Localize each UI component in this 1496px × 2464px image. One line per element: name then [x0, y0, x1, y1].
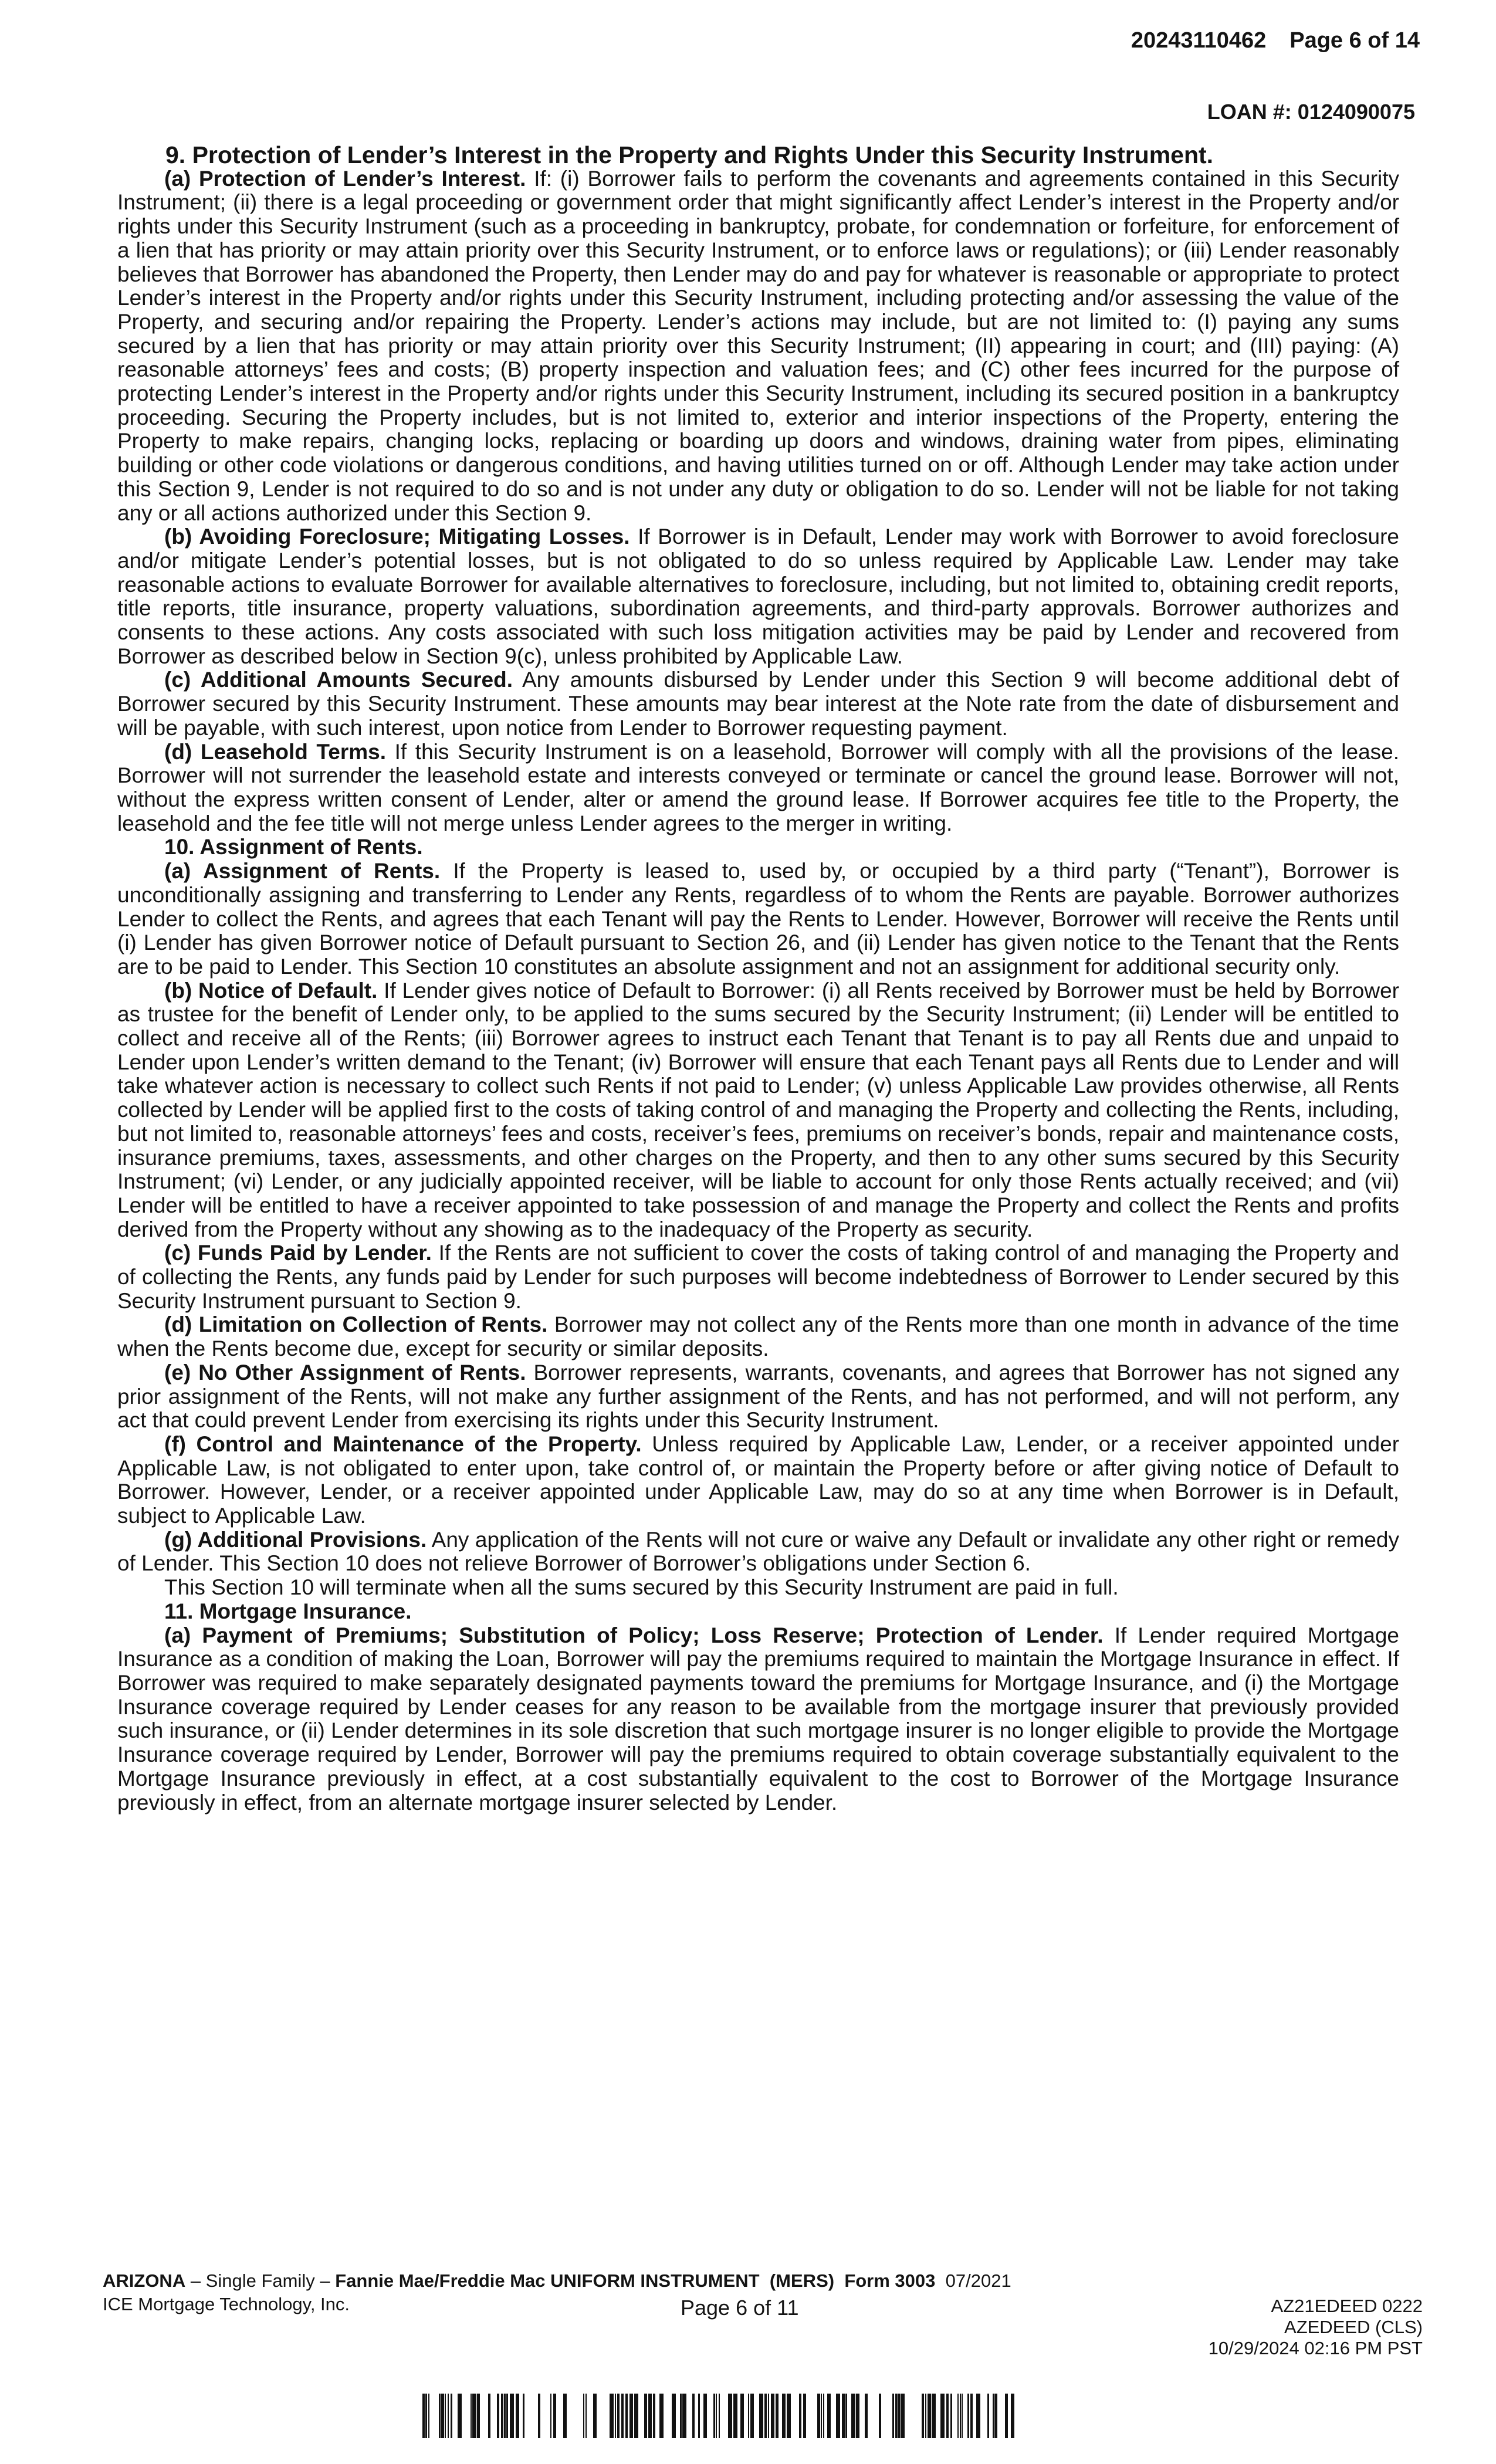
barcode-bar — [925, 2394, 926, 2438]
barcode-bar — [764, 2394, 767, 2438]
barcode-bar — [425, 2394, 427, 2438]
footer-page-number: Page 6 of 11 — [681, 2296, 799, 2320]
barcode-bar — [593, 2394, 597, 2438]
barcode-bar — [901, 2394, 905, 2438]
footer-codes — [1209, 2296, 1423, 2359]
section-10d-paragraph — [117, 1313, 1399, 1360]
section-10e-text: Borrower represents, warrants, covenants, and agrees that Borrower has not signed any prior assignment of the Rents, will not make any further assignment of the Rents, and has not performed, and will not perform, any act that could prevent Lender from exercising its rights under this Security Instrument. — [117, 1360, 1399, 1433]
barcode-bar — [501, 2394, 503, 2438]
barcode-bar — [759, 2394, 763, 2438]
document-number: 20243110462 — [1131, 28, 1267, 53]
section-9b-text: If Borrower is in Default, Lender may work with Borrower to avoid foreclosure and/or mitigate Lender’s potential losses, but is not obligated to do so unless required by Applicable Law. Lender may take reasonable actions to evaluate Borrower for available alternatives to foreclosure, including, but not limited to, obtaining credit reports, title reports, title insurance, property valuations, subordination agreements, and third-party approvals. Borrower authorizes and consents to these actions. Any costs associated with such loss mitigation activities may be paid by Lender and recovered from Borrower as described below in Section 9(c), unless prohibited by Applicable Law. — [117, 524, 1400, 668]
barcode-bar — [448, 2394, 449, 2438]
barcode-bar — [445, 2394, 446, 2438]
barcode-bar — [733, 2394, 737, 2438]
section-10c-text: If the Rents are not sufficient to cover the costs of taking control of and managing the Property and of collecting the Rents, any funds paid by Lender for such purposes will become indebtedness of Borrower to Lender secured by this Security Instrument pursuant to Section 9. — [117, 1241, 1400, 1313]
section-9b-paragraph — [117, 525, 1399, 668]
barcode-bar — [703, 2394, 707, 2438]
barcode-bar — [962, 2394, 963, 2438]
barcode-bar — [615, 2394, 616, 2438]
barcode-bar — [428, 2394, 429, 2438]
barcode-bar — [653, 2394, 655, 2438]
section-10b-title: (b) Notice of Default. — [164, 978, 378, 1003]
section-9d-paragraph — [117, 740, 1399, 836]
footer-state: ARIZONA — [103, 2270, 186, 2291]
barcode-bar — [922, 2394, 924, 2438]
barcode-bar — [771, 2394, 774, 2438]
barcode-bar — [583, 2394, 584, 2438]
recording-page-label: Page 6 of 14 — [1289, 28, 1420, 53]
section-10g-title: (g) Additional Provisions. — [164, 1527, 427, 1552]
section-9a-title: (a) Protection of Lender’s Interest. — [164, 166, 526, 191]
barcode-bar — [451, 2394, 452, 2438]
section-10d-title: (d) Limitation on Collection of Rents. — [164, 1312, 548, 1337]
footer-mers: (MERS) — [769, 2270, 835, 2291]
barcode-bar — [782, 2394, 786, 2438]
section-10b-text: If Lender gives notice of Default to Borrower: (i) all Rents received by Borrower must be held by Borrower as trustee for the benefit of Lender only, to be applied to the sums secured by the Security Instrument; (ii) Lender will be entitled to collect and receive all of the Rents; (iii) Borrower agrees to instruct each Tenant that Tenant is to pay all Rents due and unpaid to Lender upon Lender’s written demand to the Tenant; (iv) Borrower will ensure that each Tenant pays all Rents due to Lender and will take whatever action is necessary to collect such Rents if not paid to Lender; (v) unless Applicable Law provides otherwise, all Rents collected by Lender will be applied first to the costs of taking control of and managing the Property and collecting the Rents, including, but not limited to, reasonable attorneys’ fees and costs, receiver’s fees, premiums on receiver’s bonds, repair and maintenance costs, insurance premiums, taxes, assessments, and other charges on the Property, and then to any other sums secured by this Security Instrument; (vi) Lender, or any judicially appointed receiver, will be liable to account for only those Rents actually received; and (vii) Lender will be entitled to have a receiver appointed to take possession of and manage the Property and collect the Rents and profits derived from the Property without any showing as to the inadequacy of the Property as security. — [117, 978, 1399, 1241]
barcode-bar — [842, 2394, 845, 2438]
barcode-bar — [987, 2394, 989, 2438]
section-9c-text: Any amounts disbursed by Lender under this Section 9 will become additional debt of Borrower secured by this Security Instrument. These amounts may bear interest at the Note rate from the date of disbursement and will be payable, with such interest, upon notice from Lender to Borrower requesting payment. — [117, 668, 1400, 740]
section-10b-paragraph — [117, 979, 1399, 1242]
section-10e-paragraph — [117, 1361, 1399, 1433]
section-10c-paragraph — [117, 1241, 1399, 1313]
section-10f-title: (f) Control and Maintenance of the Property. — [164, 1431, 642, 1456]
barcode-bar — [817, 2394, 820, 2438]
barcode-bar — [821, 2394, 822, 2438]
barcode-bar — [970, 2394, 973, 2438]
barcode-bar — [610, 2394, 614, 2438]
barcode-bar — [644, 2394, 647, 2438]
barcode-bar — [836, 2394, 840, 2438]
barcode-bar — [879, 2394, 881, 2438]
section-11a-text: If Lender required Mortgage Insurance as a condition of making the Loan, Borrower will pay the premiums required to maintain the Mortgage Insurance in effect. If Borrower was required to make separately designated payments toward the premiums for Mortgage Insurance, and (i) the Mortgage Insurance coverage required by Lender ceases for any reason to be available from the mortgage insurer that previously provided such insurance, or (ii) Lender determines in its sole discretion that such mortgage insurer is no longer eligible to provide the Mortgage Insurance coverage required by Lender, Borrower will pay the premiums required to obtain coverage substantially equivalent to the Mortgage Insurance previously in effect, at a cost substantially equivalent to the cost to Borrower of the Mortgage Insurance previously in effect, from an alternate mortgage insurer selected by Lender. — [117, 1623, 1400, 1815]
barcode-bar — [441, 2394, 444, 2438]
barcode-bar — [928, 2394, 931, 2438]
barcode-bar — [950, 2394, 952, 2438]
barcode-bar — [946, 2394, 949, 2438]
barcode-bar — [719, 2394, 720, 2438]
section-10g-text: Any application of the Rents will not cure or waive any Default or invalidate any other right or remedy of Lender. This Section 10 does not relieve Borrower of Borrower’s obligations under Section 6. — [117, 1527, 1399, 1576]
barcode-bar — [957, 2394, 959, 2438]
barcode-bar — [787, 2394, 791, 2438]
section-10f-paragraph — [117, 1433, 1399, 1528]
barcode-bar — [523, 2394, 524, 2438]
barcode-bar — [827, 2394, 831, 2438]
section-10c-title: (c) Funds Paid by Lender. — [164, 1241, 432, 1265]
barcode-bar — [422, 2394, 425, 2438]
section-10e-title: (e) No Other Assignment of Rents. — [164, 1360, 526, 1385]
section-11-heading: 11. Mortgage Insurance. — [164, 1599, 412, 1623]
barcode-bar — [940, 2394, 945, 2438]
barcode-bar — [856, 2394, 859, 2438]
barcode-bar — [1011, 2394, 1014, 2438]
barcode-bar — [477, 2394, 480, 2438]
barcode-bar — [634, 2394, 638, 2438]
barcode-bar — [621, 2394, 624, 2438]
barcode-bar — [648, 2394, 652, 2438]
barcode-bar — [976, 2394, 980, 2438]
section-9a-paragraph — [117, 167, 1399, 526]
footer-vendor: ICE Mortgage Technology, Inc. — [103, 2294, 350, 2314]
barcode-bar — [563, 2394, 567, 2438]
barcode-bar — [748, 2394, 749, 2438]
barcode-bar — [472, 2394, 476, 2438]
footer-program: Fannie Mae/Freddie Mac UNIFORM INSTRUMENT — [335, 2270, 760, 2291]
section-10g-paragraph — [117, 1528, 1399, 1576]
section-10a-paragraph — [117, 859, 1399, 979]
barcode-bar — [776, 2394, 779, 2438]
barcode-bar — [895, 2394, 898, 2438]
barcode-bar — [845, 2394, 847, 2438]
barcode-bar — [553, 2394, 556, 2438]
form-identification — [103, 2270, 1011, 2292]
barcode-bar — [659, 2394, 664, 2438]
barcode-bar — [617, 2394, 620, 2438]
section-10a-text: If the Property is leased to, used by, or occupied by a third party (“Tenant”), Borrower is unconditionally assigning and transferring to Lender any Rents, regardless of to whom the Rents are payable. Borrower authorizes Lender to collect the Rents, and agrees that each Tenant will pay the Rents to Lender. However, Borrower will receive the Rents until (i) Lender has given Borrower notice of Default pursuant to Section 26, and (ii) Lender has given notice to the Tenant that the Rents are to be paid to Lender. This Section 10 constitutes an absolute assignment and not an assignment for additional security only. — [117, 859, 1400, 979]
barcode-bar — [516, 2394, 519, 2438]
barcode-bar — [458, 2394, 462, 2438]
barcode-bar — [799, 2394, 801, 2438]
barcode-bar — [768, 2394, 769, 2438]
section-9a-text: If: (i) Borrower fails to perform the covenants and agreements contained in this Security Instrument; (ii) there is a legal proceeding or government order that might significantly affect Lender’s interest in the Property and/or rights under this Security Instrument (such as a proceeding in bankruptcy, probate, for condemnation or forfeiture, for enforcement of a lien that has priority or may attain priority over this Security Instrument, or to enforce laws or regulations); or (iii) Lender reasonably believes that Borrower has abandoned the Property, then Lender may do and pay for whatever is reasonable or appropriate to protect Lender’s interest in the Property and/or rights under this Security Instrument, including protecting and/or assessing the value of the Property, and securing and/or repairing the Property. Lender’s actions may include, but are not limited to: (I) paying any sums secured by a lien that has priority or may attain priority over this Security Instrument; (II) appearing in court; and (III) paying: (A) reasonable attorneys’ fees and costs; (B) property inspection and valuation fees; and (C) other fees incurred for the purpose of protecting Lender’s interest in the Property and/or rights under this Security Instrument, including its secured position in a bankruptcy proceeding. Securing the Property includes, but is not limited to, exterior and interior inspections of the Property, entering the Property to make repairs, changing locks, replacing or boarding up doors and windows, draining water from pipes, eliminating building or other code violations or dangerous conditions, and having utilities turned on or off. Although Lender may take action under this Section 9, Lender is not required to do so and is not under any duty or obligation to do so. Lender will not be liable for not taking any or all actions authorized under this Section 9. — [117, 166, 1400, 525]
barcode-bar — [439, 2394, 441, 2438]
barcode-bar — [932, 2394, 936, 2438]
section-10-closing: This Section 10 will terminate when all the sums secured by this Security Instrument are paid in full. — [164, 1575, 1119, 1600]
barcode-bar — [629, 2394, 633, 2438]
section-9d-title: (d) Leasehold Terms. — [164, 739, 387, 764]
barcode-bar — [692, 2394, 695, 2438]
barcode-bar — [851, 2394, 855, 2438]
barcode-bar — [898, 2394, 901, 2438]
barcode-bar — [550, 2394, 551, 2438]
barcode-bar — [504, 2394, 506, 2438]
section-11a-title: (a) Payment of Premiums; Substitution of Policy; Loss Reserve; Protection of Lender. — [164, 1623, 1104, 1647]
section-10a-title: (a) Assignment of Rents. — [164, 859, 441, 884]
barcode-bar — [716, 2394, 717, 2438]
barcode-bar — [823, 2394, 824, 2438]
barcode-bar — [585, 2394, 587, 2438]
barcode-bar — [538, 2394, 540, 2438]
barcode-bar — [682, 2394, 686, 2438]
recording-header — [1131, 28, 1420, 53]
barcode-bar — [1005, 2394, 1008, 2438]
barcode-bar — [713, 2394, 715, 2438]
barcode-bar — [960, 2394, 961, 2438]
footer-form-code: AZ21EDEED 0222 — [1271, 2296, 1423, 2316]
loan-number: LOAN #: 0124090075 — [1207, 100, 1415, 124]
section-9d-text: If this Security Instrument is on a leasehold, Borrower will comply with all the provisions of the lease. Borrower will not surrender the leasehold estate and interests conveyed or terminate or cancel the ground lease. Borrower will not, without the express written consent of Lender, alter or amend the ground lease. If Borrower acquires fee title to the Property, the leasehold and the fee title will not merge unless Lender agrees to the merger in writing. — [117, 739, 1400, 835]
barcode-bar — [994, 2394, 997, 2438]
footer-timestamp: 10/29/2024 02:16 PM PST — [1208, 2338, 1423, 2358]
barcode-bar — [728, 2394, 732, 2438]
section-10f-text: Unless required by Applicable Law, Lender, or a receiver appointed under Applicable Law, is not obligated to enter upon, take control of, or maintain the Property before or after giving notice of Default to Borrower. However, Lender, or a receiver appointed under Applicable Law, may do so at any time when Borrower is in Default, subject to Applicable Law. — [117, 1431, 1400, 1528]
barcode-bar — [967, 2394, 969, 2438]
footer-form-number: Form 3003 — [844, 2270, 936, 2291]
section-11a-paragraph — [117, 1624, 1399, 1815]
footer-state-separator: – Single Family – — [185, 2270, 336, 2291]
section-9-heading: 9. Protection of Lender’s Interest in the Property and Rights Under this Security Instrument. — [165, 141, 1214, 168]
barcode-bar — [497, 2394, 499, 2438]
barcode-image — [422, 2394, 1015, 2438]
barcode-bar — [510, 2394, 514, 2438]
barcode-bar — [488, 2394, 490, 2438]
barcode-bar — [865, 2394, 868, 2438]
barcode-bar — [698, 2394, 700, 2438]
section-9c-title: (c) Additional Amounts Secured. — [164, 668, 513, 692]
section-9c-paragraph — [117, 668, 1399, 740]
barcode-bar — [892, 2394, 894, 2438]
barcode-bar — [680, 2394, 682, 2438]
footer-form-date: 07/2021 — [945, 2270, 1011, 2291]
footer-deed-code: AZEDEED (CLS) — [1284, 2317, 1423, 2337]
barcode-bar — [471, 2394, 472, 2438]
barcode-bar — [740, 2394, 744, 2438]
barcode-bar — [672, 2394, 676, 2438]
section-10-heading: 10. Assignment of Rents. — [164, 835, 423, 859]
section-9b-title: (b) Avoiding Foreclosure; Mitigating Losses. — [164, 524, 630, 549]
barcode-bar — [750, 2394, 754, 2438]
section-10d-text: Borrower may not collect any of the Rents more than one month in advance of the time when the Rents become due, except for security or similar deposits. — [117, 1312, 1399, 1361]
barcode-bar — [625, 2394, 628, 2438]
document-body — [117, 143, 1399, 1815]
barcode-bar — [803, 2394, 806, 2438]
barcode-bar — [506, 2394, 508, 2438]
barcode-bar — [993, 2394, 994, 2438]
